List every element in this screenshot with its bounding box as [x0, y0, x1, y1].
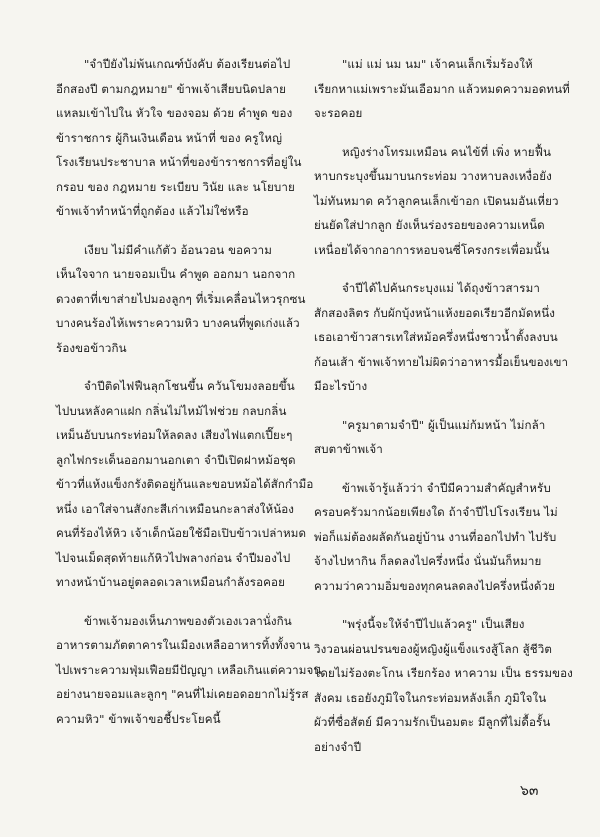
text-line: คนที่ร้องไห้หิว เจ้าเด็กน้อยใช้มือเปิบข้าวเปล่าหมด	[56, 526, 307, 540]
paragraph	[314, 413, 550, 462]
left-column	[56, 52, 322, 745]
text-line: โรงเรียนประชาบาล หน้าที่ของข้าราชการที่อยู่ใน	[56, 155, 302, 169]
paragraph	[56, 238, 306, 361]
text-line: ข้าพเจ้ารู้แล้วว่า จำปีมีความสำคัญสำหรับ	[342, 480, 551, 495]
paragraph	[314, 276, 569, 399]
text-line: ไปจนเม็ดสุดท้ายแก้หิวไปพลางก่อน จำปีมองไป	[56, 550, 291, 565]
text-line: อีกสองปี ตามกฎหมาย" ข้าพเจ้าเสียบนิดปลาย	[56, 81, 286, 96]
text-line: หญิงร่างโทรมเหมือน คนไข้ที่ เพิ่ง หายฟื้น	[342, 144, 552, 159]
text-line: ความว่าความอิ่มของทุกคนลดลงไปครึ่งหนึ่งด้วย	[314, 578, 556, 593]
paragraph	[56, 374, 314, 595]
text-line: ทางหน้าบ้านอยู่ตลอดเวลาเหมือนกำลังรอคอย	[56, 575, 285, 589]
text-line: ข้าวที่แห้งแข็งกรังติดอยู่ก้นและขอบหม้อได้สักกำมือ	[56, 477, 314, 491]
text-line: "พรุ่งนี้จะให้จำปีไปแล้วครู" เป็นเสียง	[342, 617, 525, 631]
text-line: อย่างจำปี	[314, 739, 362, 754]
text-line: โดยไม่ร้องตะโกน เรียกร้อง หาความ เป็น ธรรมของ	[314, 666, 573, 680]
text-line: ร้องขอข้าวกิน	[56, 340, 127, 355]
text-line: วิงวอนผ่อนปรนของผู้หญิงผู้แข็งแรงสู้โลก สู้ชีวิต	[314, 641, 552, 656]
paragraph	[56, 52, 302, 224]
paragraph	[314, 476, 558, 599]
text-line: จำปีได้ไปค้นกระบุงแม่ ได้ถุงข้าวสารมา	[342, 281, 540, 295]
text-line: ความหิว" ข้าพเจ้าขอชี้ประโยคนี้	[56, 711, 221, 726]
text-line: ไปบนหลังคาแฝก กลิ่นไม่ไหม้ไฟช่วย กลบกลิ่น	[56, 403, 287, 418]
text-line: พ่อก็แม่ต้องผลัดกันอยู่บ้าน งานที่ออกไปทำ ไปรับ	[314, 529, 557, 544]
paragraph	[314, 52, 570, 126]
right-column	[314, 52, 573, 773]
text-line: ไปเพราะความฟุ่มเฟือยมีปัญญา เหลือเกินแต่ความจน	[56, 662, 322, 677]
text-line: ข้าพเจ้าทำหน้าที่ถูกต้อง แล้วไม่ใช่หรือ	[56, 204, 249, 218]
text-line: จำปีติดไฟฟืนลุกโชนขึ้น ควันโขมงลอยขึ้น	[84, 379, 295, 393]
text-line: กรอบ ของ กฎหมาย ระเบียบ วินัย และ นโยบาย	[56, 179, 295, 194]
paragraph	[314, 612, 573, 759]
text-line: เธอเอาข้าวสารเทใส่หม้อครึ่งหนึ่งชาวน้ำตั้งลงบน	[314, 330, 558, 344]
text-line: มีอะไรบ้าง	[314, 379, 368, 393]
text-line: สักสองลิตร กับผักบุ้งหน้าแห้งยอดเรียวอีกมัดหนึ่ง	[314, 305, 556, 320]
text-line: เงียบ ไม่มีคำแก้ตัว อ้อนวอน ขอความ	[84, 242, 273, 257]
page-number: ๖๓	[520, 783, 539, 799]
text-line: จ้างไปหากิน ก็ลดลงไปครึ่งหนึ่ง นั่นมันก็หมาย	[314, 554, 542, 568]
text-line: หนึ่ง เอาใส่จานสังกะสีเก่าเหมือนกะลาส่งให้น้อง	[56, 501, 295, 516]
text-line: เห็นใจจาก นายจอมเป็น คำพูด ออกมา นอกจาก	[56, 267, 296, 281]
paragraph	[314, 140, 559, 263]
text-line: ลูกไฟกระเด็นออกมานอกเตา จำปีเปิดฝาหม้อชุด	[56, 452, 296, 467]
text-line: ผัวที่ซื่อสัตย์ มีความรักเป็นอมตะ มีลูกที่ไม่ดื้อรั้น	[314, 715, 551, 729]
text-line: เหม็นอับบนกระท่อมให้ลดลง เสียงไฟแตกเปี๊ยะๆ	[56, 428, 293, 442]
text-line: ย่นยัดใส่ปากลูก ยังเห็นร่องรอยของความเหน็ด	[314, 218, 545, 232]
text-line: อย่างนายจอมและลูกๆ "คนที่ไม่เคยอดอยากไม่รู้รส	[56, 687, 309, 701]
text-line: จะรอคอย	[314, 106, 363, 120]
text-line: สังคม เธอยังภูมิใจในกระท่อมหลังเล็ก ภูมิใจใน	[314, 690, 547, 705]
text-line: แหลมเข้าไปใน หัวใจ ของจอม ด้วย คำพูด ของ	[56, 106, 293, 120]
text-line: "ครูมาตามจำปี" ผู้เป็นแม่ก้มหน้า ไม่กล้า	[342, 417, 546, 432]
text-line: "จำปียังไม่พ้นเกณฑ์บังคับ ต้องเรียนต่อไป	[84, 57, 291, 71]
text-line: สบตาข้าพเจ้า	[314, 442, 383, 456]
text-line: เรียกหาแม่เพราะมันเอือมาก แล้วหมดความอดทนที่	[314, 81, 570, 96]
text-line: "แม่ แม่ นม นม" เจ้าคนเล็กเริ่มร้องให้	[342, 57, 533, 71]
text-line: ดวงตาที่เขาส่ายไปมองลูกๆ ที่เริ่มเคลื่อนไหวรุกซน	[56, 291, 306, 306]
text-line: เหนื่อยได้จากอาการหอบจนซี่โครงกระเพื่อมนั้น	[314, 242, 550, 257]
text-line: ก้อนเส้า ข้าพเจ้าทายไม่ผิดว่าอาหารมื้อเย็นของเขา	[314, 354, 569, 369]
text-line: อาหารตามภัตตาคารในเมืองเหลืออาหารทิ้งทั้งจาน	[56, 638, 311, 652]
text-line: ครอบครัวมากน้อยเพียงใด ถ้าจำปีไปโรงเรียน ไม่	[314, 505, 558, 519]
text-line: ไม่ทันหมาด คว้าลูกคนเล็กเข้าอก เปิดนมอันเหี่ยว	[314, 193, 559, 208]
text-line: ข้าราชการ ผู้กินเงินเดือน หน้าที่ ของ ครูใหญ่	[56, 130, 283, 145]
text-line: บางคนร้องไห้เพราะความหิว บางคนที่พูดเก่งแล้ว	[56, 316, 300, 330]
text-line: หาบกระบุงขึ้นมาบนกระท่อม วางหาบลงเหงื่อยัง	[314, 169, 552, 183]
paragraph	[56, 609, 322, 732]
text-line: ข้าพเจ้ามองเห็นภาพของตัวเองเวลานั่งกิน	[84, 613, 292, 628]
